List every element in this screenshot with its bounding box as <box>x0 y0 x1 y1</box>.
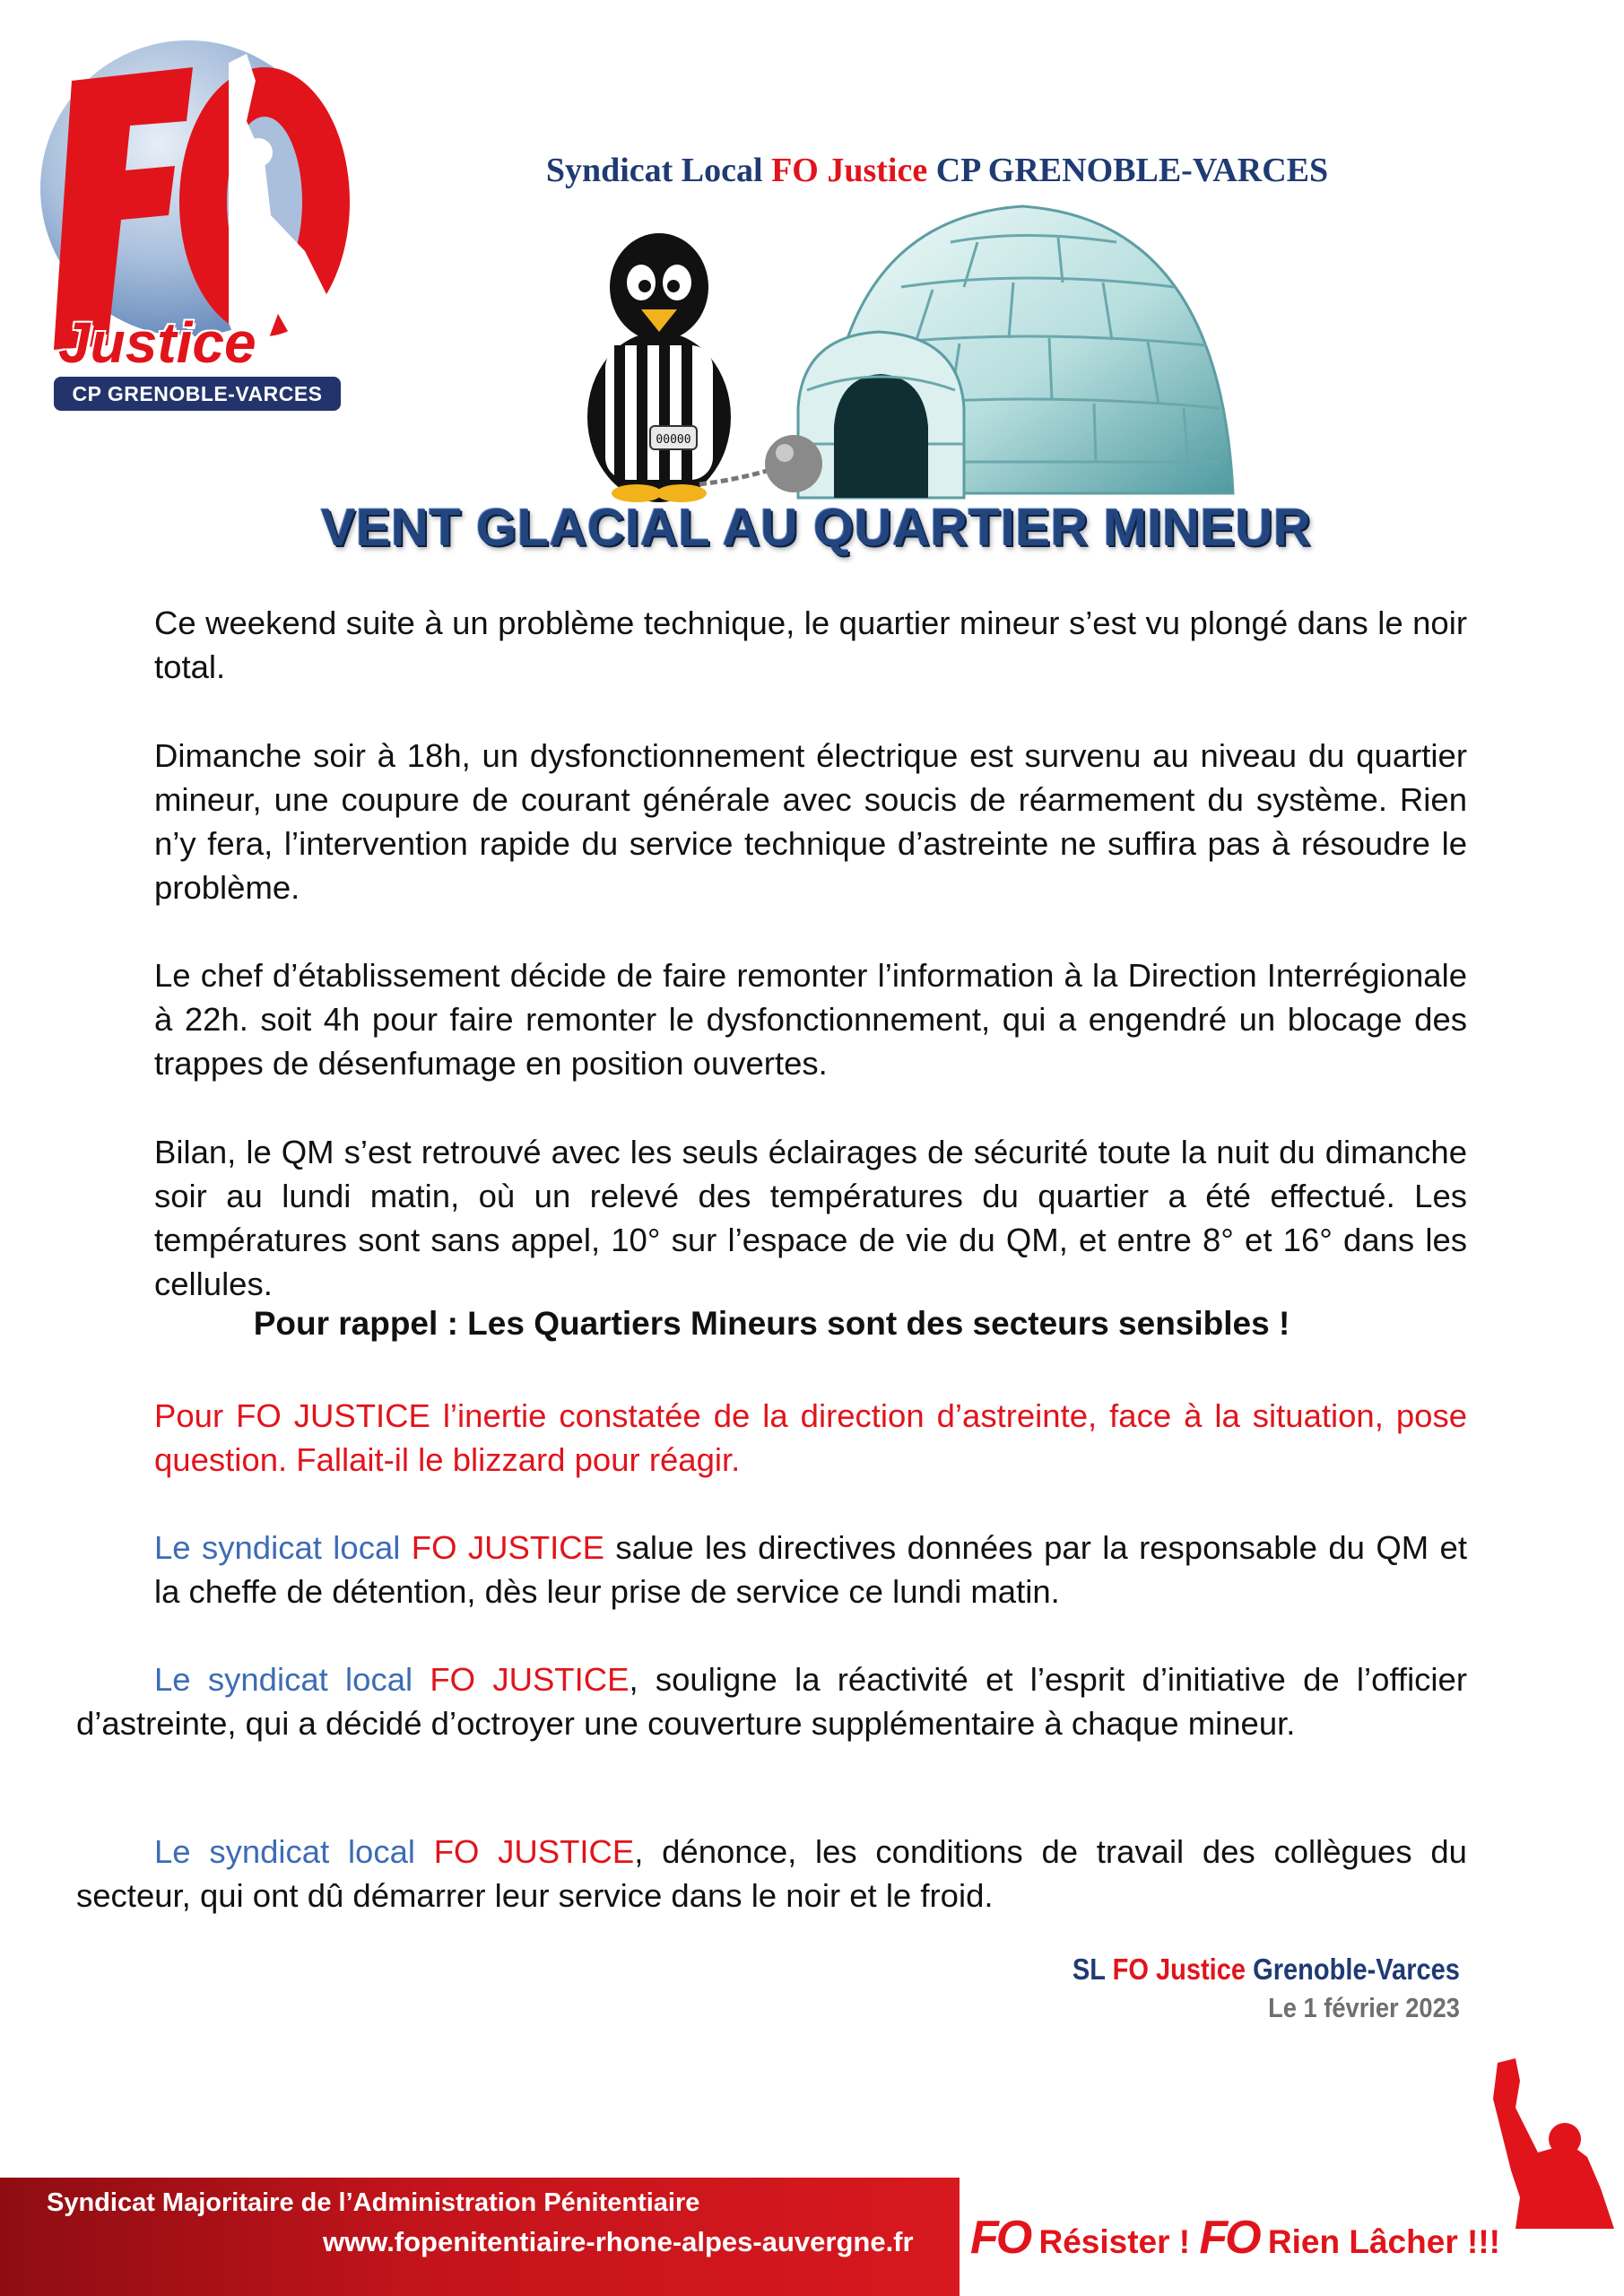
header-text-1: Syndicat Local <box>545 152 772 189</box>
p6-fo-justice: FO JUSTICE <box>411 1529 604 1566</box>
signature-place: Grenoble-Varces <box>1246 1952 1460 1986</box>
paragraph-2: Dimanche soir à 18h, un dysfonctionnement électrique est survenu au niveau du quartier mineur, une coupure de courant générale avec soucis de réarmement du système. Rien n’y fera, l’intervention rapide du service technique d’astreinte ne suffira pas à résoudre le problème. <box>154 737 1467 906</box>
p6-rest: salue les directives données par la responsable du QM et la cheffe de détention, dès leur prise de service ce lundi matin. <box>154 1529 1467 1610</box>
logo-word: Justice <box>58 310 256 375</box>
slogan-text-1: Résister ! <box>1038 2223 1200 2260</box>
header-text-3: CP GRENOBLE-VARCES <box>927 152 1329 189</box>
logo-badge: CP GRENOBLE-VARCES <box>54 377 341 411</box>
slogan-fo-2: FO <box>1199 2212 1259 2264</box>
p8-fo-justice: FO JUSTICE <box>433 1833 635 1870</box>
raised-fist-icon <box>1480 2054 1623 2233</box>
penguin-prisoner-icon <box>587 233 731 502</box>
paragraph-5: Pour FO JUSTICE l’inertie constatée de la direction d’astreinte, face à la situation, pose question. Fallait-il le blizzard pour réagir. <box>154 1397 1467 1478</box>
signature-fo: FO Justice <box>1112 1952 1246 1986</box>
penguin-plate: 00000 <box>656 433 691 447</box>
igloo-penguin-illustration <box>556 184 1255 516</box>
signature-line <box>1073 1952 1460 1987</box>
paragraph-6 <box>154 1526 1467 1613</box>
paragraph-8 <box>76 1830 1467 1918</box>
fo-justice-logo <box>36 27 368 413</box>
p6-syndicat: Le syndicat local <box>154 1529 412 1566</box>
paragraph-7 <box>76 1657 1467 1745</box>
footer-tagline: Syndicat Majoritaire de l’Administration Pénitentiaire <box>47 2188 700 2217</box>
paragraph-3: Le chef d’établissement décide de faire remonter l’information à la Direction Interrégionale à 22h. soit 4h pour faire remonter le dysfonctionnement, qui a engendré un blocage des trappes de désenfumage en position ouvertes. <box>154 957 1467 1082</box>
p8-syndicat: Le syndicat local <box>154 1833 434 1870</box>
p8-rest: , dénonce, les conditions de travail des collègues du secteur, qui ont dû démarrer leur service dans le noir et le froid. <box>76 1833 1467 1914</box>
page-title: VENT GLACIAL AU QUARTIER MINEUR <box>320 499 1312 557</box>
slogan-text-2: Rien Lâcher !!! <box>1267 2223 1500 2260</box>
signature-sl: SL <box>1072 1952 1113 1986</box>
signature-date: Le 1 février 2023 <box>1268 1992 1460 2023</box>
igloo-icon <box>798 206 1233 498</box>
slogan-fo-1: FO <box>970 2212 1030 2264</box>
footer-slogan <box>970 2211 1500 2265</box>
p7-fo-justice: FO JUSTICE <box>430 1661 630 1698</box>
p7-rest: , souligne la réactivité et l’esprit d’initiative de l’officier d’astreinte, qui a décidé d’octroyer une couverture supplémentaire à chaque mineur. <box>76 1661 1467 1742</box>
footer-website-link[interactable]: www.fopenitentiaire-rhone-alpes-auvergne.fr <box>323 2226 914 2257</box>
paragraph-1: Ce weekend suite à un problème technique, le quartier mineur s’est vu plongé dans le noir total. <box>154 604 1467 685</box>
paragraph-4: Bilan, le QM s’est retrouvé avec les seuls éclairages de sécurité toute la nuit du dimanche soir au lundi matin, où un relevé des températures du quartier a été effectué. Les températures sont sans appel, 10° sur l’espace de vie du QM, et entre 8° et 16° dans les cellules. <box>154 1134 1467 1302</box>
header-fo-justice: FO Justice <box>771 152 928 189</box>
signature <box>1020 1952 1460 2024</box>
reminder-line: Pour rappel : Les Quartiers Mineurs sont des secteurs sensibles ! <box>253 1305 1290 1342</box>
p7-syndicat: Le syndicat local <box>154 1661 430 1698</box>
